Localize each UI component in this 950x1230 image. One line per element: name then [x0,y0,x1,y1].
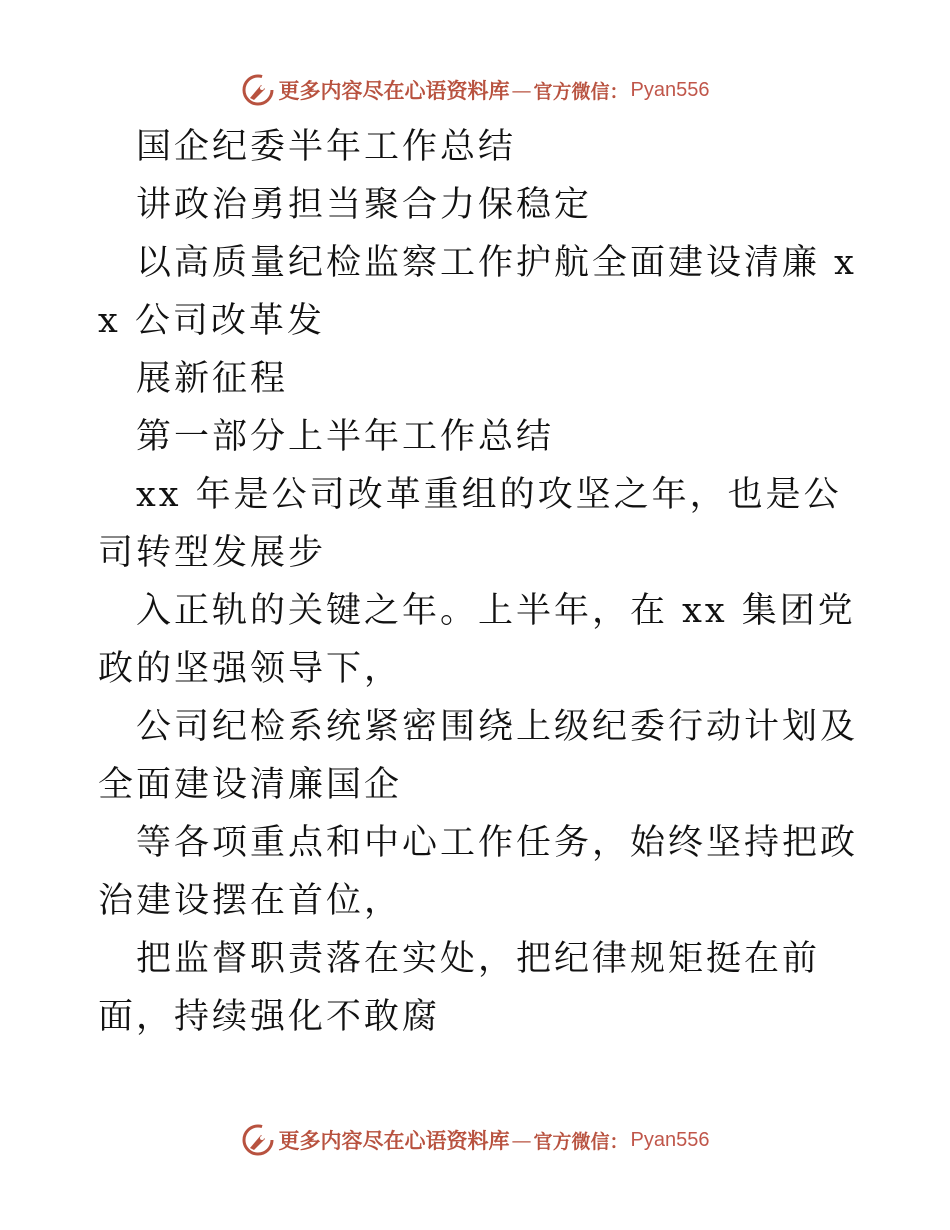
footer-banner [0,1120,950,1160]
document-body [98,118,858,1046]
document-paragraph: xx 年是公司改革重组的攻坚之年，也是公司转型发展步 [98,475,842,573]
document-paragraph: 以高质量纪检监察工作护航全面建设清廉 xx 公司改革发 [98,243,857,341]
footer-wechat-id: Pyan556 [630,1128,710,1151]
header-banner [0,70,950,110]
pen-nib-logo-icon [241,1123,275,1157]
document-paragraph: 入正轨的关键之年。上半年，在 xx 集团党政的坚强领导下， [98,591,856,689]
document-subtitle-line: 讲政治勇担当聚合力保稳定 [136,185,593,225]
banner-wechat-label: 官方微信： [533,80,629,103]
document-paragraph: 公司纪检系统紧密围绕上级纪委行动计划及全面建设清廉国企 [98,707,859,805]
document-paragraph: 等各项重点和中心工作任务，始终坚持把政治建设摆在首位， [98,823,859,921]
banner-wechat-id: Pyan556 [630,78,710,101]
document-paragraph: 展新征程 [136,359,289,399]
footer-brand-text: 更多内容尽在心语资料库 [278,1128,510,1153]
pen-nib-logo-icon [241,73,275,107]
footer-separator: — [511,1128,532,1152]
document-paragraph: 把监督职责落在实处，把纪律规矩挺在前面，持续强化不敢腐 [98,939,821,1037]
banner-brand-text: 更多内容尽在心语资料库 [278,78,510,103]
banner-separator: — [511,78,532,102]
section-heading: 第一部分上半年工作总结 [136,417,555,457]
footer-wechat-label: 官方微信： [533,1130,629,1153]
document-title-line: 国企纪委半年工作总结 [136,127,517,167]
